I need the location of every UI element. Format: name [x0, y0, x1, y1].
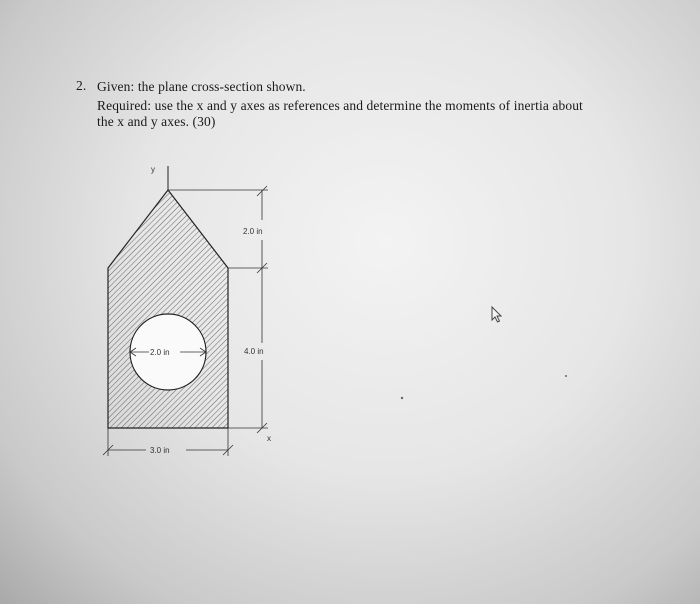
x-axis-label: x [267, 434, 271, 443]
width-label: 3.0 in [150, 446, 170, 455]
hatched-section [108, 190, 228, 428]
problem-required-text-cont: the x and y axes. (30) [97, 114, 216, 129]
problem-number: 2. [76, 78, 87, 93]
mouse-pointer-icon [490, 306, 504, 324]
y-axis-label: y [151, 165, 155, 174]
hole-diameter-label: 2.0 in [150, 348, 170, 357]
problem-given-text: Given: the plane cross-section shown. [97, 79, 306, 94]
problem-required-text: Required: use the x and y axes as references and determine the moments of inertia about [97, 98, 583, 113]
body-height-label: 4.0 in [244, 347, 264, 356]
roof-height-label: 2.0 in [243, 227, 263, 236]
